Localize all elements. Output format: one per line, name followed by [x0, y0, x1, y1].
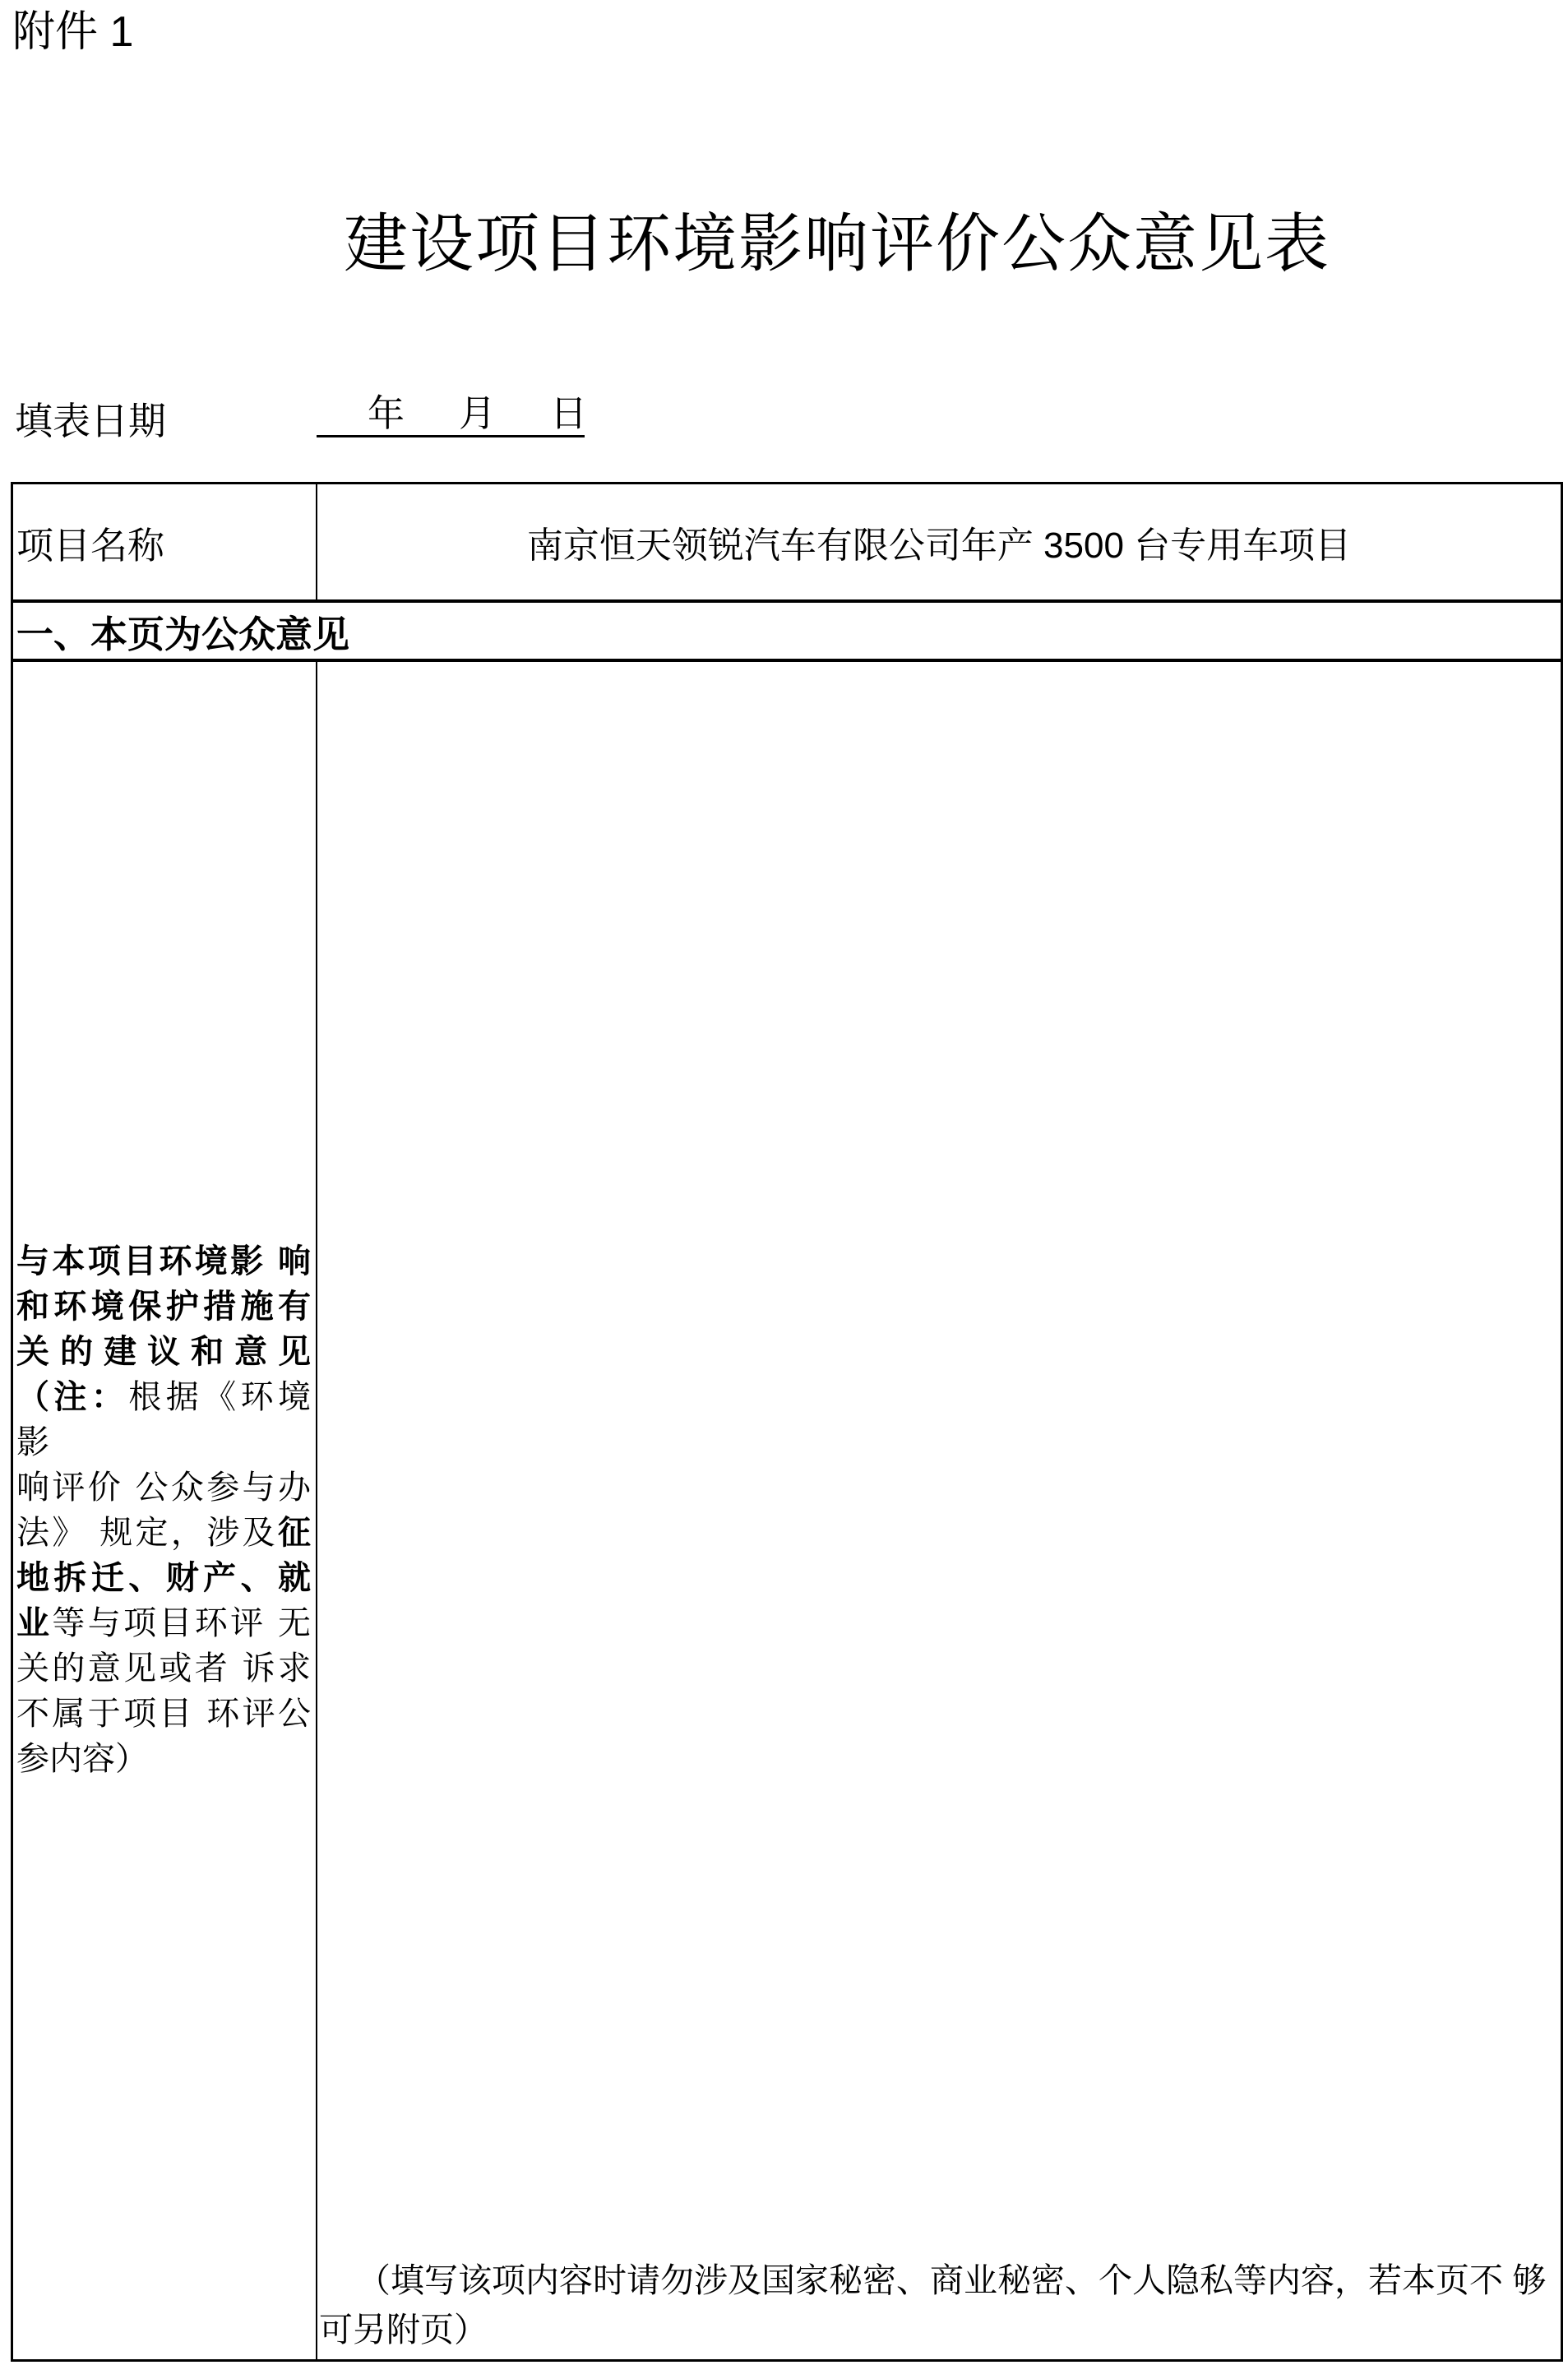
date-label: 填表日期	[15, 400, 166, 442]
section-header: 一、本页为公众意见	[13, 603, 1561, 662]
opinion-label-line: 业等与项目环评 无	[16, 1605, 311, 1641]
note-line: 可另附页）	[319, 2311, 488, 2349]
date-fill-blank	[317, 390, 588, 437]
opinion-label-line: 关的建议和意见	[16, 1334, 311, 1370]
attachment-label: 附件 1	[12, 8, 134, 56]
opinion-label-line: 地拆迁、财产、就	[16, 1560, 311, 1596]
page-title: 建设项目环境影响评价公众意见表	[344, 207, 1331, 280]
note-line: （填写该项内容时请勿涉及国家秘密、商业秘密、个人隐私等内容，若本页不 够	[357, 2261, 1547, 2299]
opinion-label-line: （注：根据《环境影	[16, 1379, 312, 1460]
project-name-label: 项目名称	[13, 484, 317, 603]
project-name-value: 南京恒天领锐汽车有限公司年产 3500 台专用车项目	[317, 484, 1561, 603]
opinion-label-line: 关的意见或者 诉求	[16, 1650, 311, 1687]
opinion-input-area	[317, 662, 1561, 2359]
opinion-label-line: 法》 规定，涉及征	[16, 1515, 311, 1551]
opinion-label-line: 响评价 公众参与办	[16, 1469, 311, 1506]
opinion-form-table	[11, 482, 1563, 2362]
opinion-label-line: 与本项目环境影 响	[16, 1243, 311, 1280]
date-month-label: 月	[459, 392, 497, 434]
date-year-label: 年	[368, 392, 405, 434]
opinion-label-line: 和环境保护措施有	[16, 1289, 311, 1325]
opinion-label-line: 不属于项目 环评公	[16, 1696, 311, 1732]
opinion-label-line: 参内容）	[16, 1741, 148, 1777]
opinion-label	[13, 662, 317, 2359]
date-day-label: 日	[550, 392, 588, 434]
